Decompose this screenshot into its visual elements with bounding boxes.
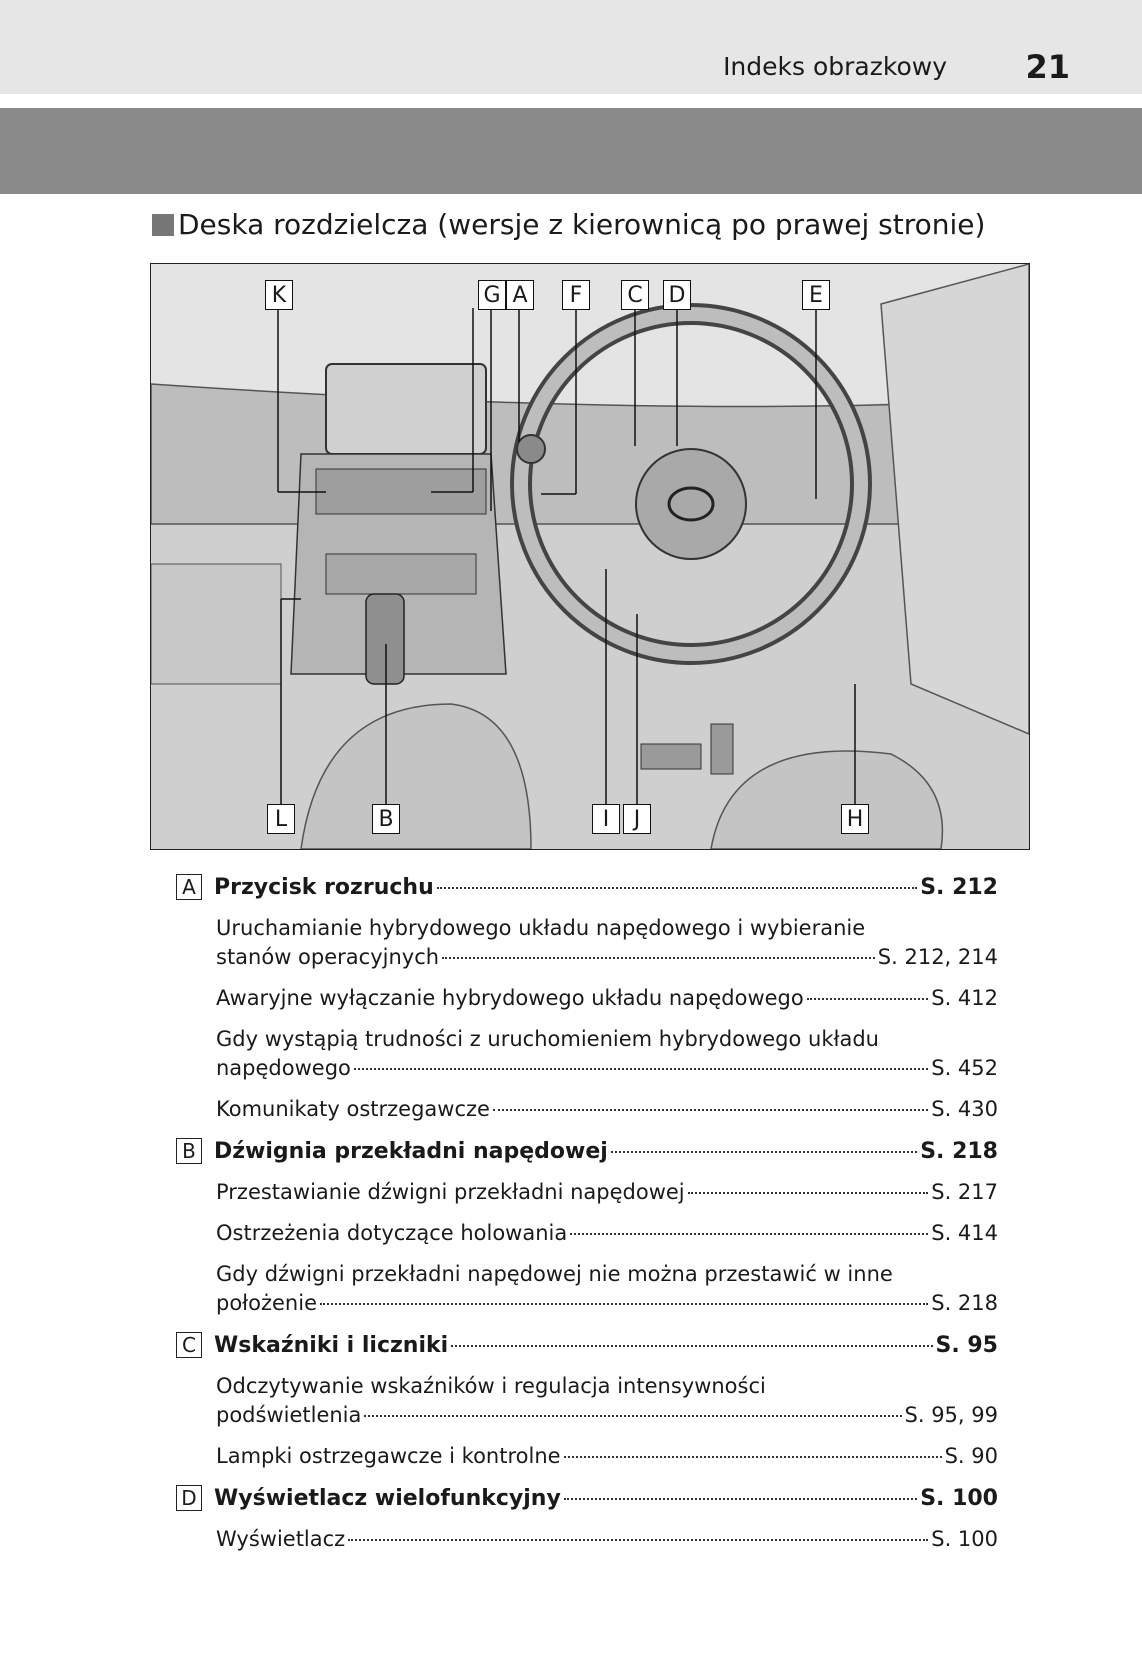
dot-leader bbox=[564, 1456, 942, 1458]
sub-entry bbox=[216, 1219, 998, 1248]
callout-F-label: F bbox=[569, 282, 583, 308]
sub-entry-label: Przestawianie dźwigni przekładni napędowej bbox=[216, 1180, 685, 1204]
entry-page: S. 218 bbox=[920, 1138, 998, 1164]
sub-entry bbox=[216, 984, 998, 1013]
sub-entry-page: S. 212, 214 bbox=[877, 945, 998, 969]
callout-C-label: C bbox=[627, 282, 643, 308]
sub-entry-page: S. 95, 99 bbox=[904, 1403, 998, 1427]
callout-B-label: B bbox=[378, 806, 394, 832]
square-bullet-icon bbox=[152, 214, 174, 236]
callout-D bbox=[663, 280, 691, 310]
sub-entry-line1: Odczytywanie wskaźników i regulacja intensywności bbox=[216, 1374, 766, 1398]
dot-leader bbox=[348, 1539, 928, 1541]
dot-leader bbox=[688, 1192, 929, 1194]
callout-K bbox=[265, 280, 293, 310]
callout-I-label: I bbox=[602, 806, 610, 832]
sub-entry-page: S. 218 bbox=[931, 1291, 998, 1315]
dot-leader bbox=[611, 1151, 917, 1153]
index-entries bbox=[176, 872, 998, 1554]
section-band bbox=[0, 108, 1142, 194]
sub-entry bbox=[216, 1095, 998, 1124]
sub-entry-label: napędowego bbox=[216, 1056, 351, 1080]
dot-leader bbox=[807, 998, 929, 1000]
dot-leader bbox=[493, 1109, 928, 1111]
callout-D-label: D bbox=[668, 282, 686, 308]
entry-label: Dźwignia przekładni napędowej bbox=[214, 1138, 608, 1164]
entry-B bbox=[176, 1136, 998, 1166]
sub-entry-page: S. 430 bbox=[931, 1097, 998, 1121]
entry-letter: D bbox=[176, 1485, 202, 1511]
callout-G bbox=[478, 280, 506, 310]
section-title-text: Deska rozdzielcza (wersje z kierownicą po prawej stronie) bbox=[178, 208, 986, 241]
dashboard-drawing bbox=[151, 264, 1029, 849]
callout-H-label: H bbox=[846, 806, 864, 832]
dot-leader bbox=[320, 1303, 928, 1305]
page-number: 21 bbox=[1025, 48, 1070, 86]
callout-L-label: L bbox=[274, 806, 288, 832]
entry-letter: B bbox=[176, 1138, 202, 1164]
entry-A bbox=[176, 872, 998, 902]
callout-C bbox=[621, 280, 649, 310]
header-band bbox=[0, 0, 1142, 94]
entry-letter: A bbox=[176, 874, 202, 900]
sub-entry-label: Komunikaty ostrzegawcze bbox=[216, 1097, 490, 1121]
sub-entry-line1: Gdy dźwigni przekładni napędowej nie można przestawić w inne bbox=[216, 1262, 893, 1286]
sub-entry-page: S. 452 bbox=[931, 1056, 998, 1080]
dot-leader bbox=[570, 1233, 928, 1235]
entry-page: S. 212 bbox=[920, 874, 998, 900]
sub-entry bbox=[216, 1260, 998, 1318]
callout-A bbox=[506, 280, 534, 310]
callout-J-label: J bbox=[633, 806, 641, 832]
entry-label: Wyświetlacz wielofunkcyjny bbox=[214, 1485, 561, 1511]
callout-I bbox=[592, 804, 620, 834]
dot-leader bbox=[564, 1498, 917, 1500]
dot-leader bbox=[442, 957, 875, 959]
dot-leader bbox=[364, 1415, 901, 1417]
sub-entry bbox=[216, 1178, 998, 1207]
sub-entry bbox=[216, 914, 998, 972]
sub-entry-label: Wyświetlacz bbox=[216, 1527, 346, 1551]
sub-entry bbox=[216, 1025, 998, 1083]
sub-entry-page: S. 100 bbox=[931, 1527, 998, 1551]
dot-leader bbox=[354, 1068, 928, 1070]
callout-J bbox=[623, 804, 651, 834]
entry-page: S. 100 bbox=[920, 1485, 998, 1511]
sub-entry-line1: Gdy wystąpią trudności z uruchomieniem hybrydowego układu bbox=[216, 1027, 879, 1051]
entry-C bbox=[176, 1330, 998, 1360]
sub-entry-page: S. 414 bbox=[931, 1221, 998, 1245]
entry-page: S. 95 bbox=[935, 1332, 998, 1358]
dot-leader bbox=[451, 1345, 932, 1347]
entry-label: Przycisk rozruchu bbox=[214, 874, 434, 900]
callout-L bbox=[267, 804, 295, 834]
dashboard-illustration bbox=[150, 263, 1030, 850]
sub-entry-label: Ostrzeżenia dotyczące holowania bbox=[216, 1221, 568, 1245]
sub-entry-page: S. 412 bbox=[931, 986, 998, 1010]
dot-leader bbox=[437, 887, 917, 889]
sub-entry-label: podświetlenia bbox=[216, 1403, 362, 1427]
sub-entry bbox=[216, 1442, 998, 1471]
entry-letter: C bbox=[176, 1332, 202, 1358]
header-title: Indeks obrazkowy bbox=[723, 52, 947, 81]
callout-E-label: E bbox=[809, 282, 823, 308]
callout-G-label: G bbox=[483, 282, 501, 308]
sub-entry bbox=[216, 1372, 998, 1430]
callout-B bbox=[372, 804, 400, 834]
entry-label: Wskaźniki i liczniki bbox=[214, 1332, 449, 1358]
sub-entry bbox=[216, 1525, 998, 1554]
callout-K-label: K bbox=[271, 282, 287, 308]
sub-entry-label: Lampki ostrzegawcze i kontrolne bbox=[216, 1444, 561, 1468]
entry-D bbox=[176, 1483, 998, 1513]
callout-A-label: A bbox=[512, 282, 528, 308]
callout-H bbox=[841, 804, 869, 834]
sub-entry-label: położenie bbox=[216, 1291, 318, 1315]
callout-E bbox=[802, 280, 830, 310]
section-title bbox=[152, 208, 985, 241]
sub-entry-page: S. 217 bbox=[931, 1180, 998, 1204]
sub-entry-page: S. 90 bbox=[944, 1444, 998, 1468]
sub-entry-line1: Uruchamianie hybrydowego układu napędowego i wybieranie bbox=[216, 916, 866, 940]
sub-entry-label: stanów operacyjnych bbox=[216, 945, 440, 969]
callout-F bbox=[562, 280, 590, 310]
sub-entry-label: Awaryjne wyłączanie hybrydowego układu napędowego bbox=[216, 986, 804, 1010]
